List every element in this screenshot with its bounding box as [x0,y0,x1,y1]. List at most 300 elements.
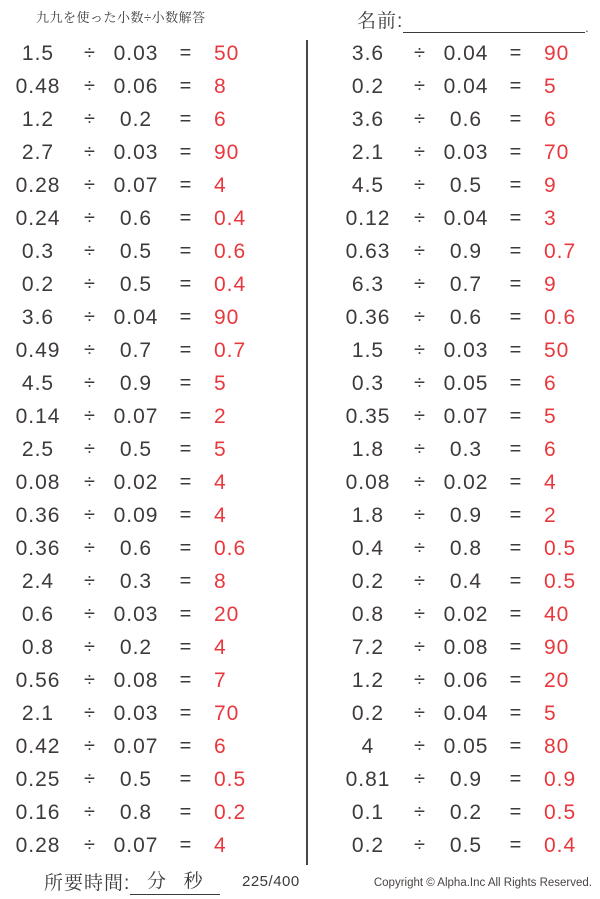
equals-sign: = [179,603,193,625]
problem-row [336,37,600,70]
equals-sign: = [179,75,193,97]
name-line-end: . [585,21,590,35]
divide-icon: ÷ [84,207,96,229]
seconds-label: 秒 [183,871,204,892]
equals-sign: = [509,537,523,559]
equals-sign: = [509,834,523,856]
problem-row [336,631,600,664]
problem-row [6,499,298,532]
dividend-value: 0.14 [15,404,61,428]
problem-row [6,70,298,103]
equals-sign: = [509,735,523,757]
equals-sign: = [179,471,193,493]
dividend-value: 0.2 [351,74,385,98]
problem-row [6,400,298,433]
equals-sign: = [509,702,523,724]
divisor-value: 0.08 [443,635,489,659]
dividend-value: 0.08 [345,470,391,494]
dividend-value: 0.8 [351,602,385,626]
equals-sign: = [509,75,523,97]
equals-sign: = [509,603,523,625]
divide-icon: ÷ [414,603,426,625]
divisor-value: 0.4 [449,569,483,593]
divide-icon: ÷ [414,339,426,361]
dividend-value: 6.3 [351,272,385,296]
problem-row [336,202,600,235]
dividend-value: 0.6 [21,602,55,626]
dividend-value: 1.8 [351,437,385,461]
divisor-value: 0.07 [113,404,159,428]
answer-value: 0.7 [544,239,577,263]
answer-value: 5 [214,437,227,461]
answer-value: 4 [214,173,227,197]
divide-icon: ÷ [414,42,426,64]
divide-icon: ÷ [84,471,96,493]
problem-row [6,103,298,136]
time-fill-line [130,866,220,895]
answer-value: 50 [544,338,570,362]
problem-row [6,730,298,763]
divide-icon: ÷ [84,405,96,427]
problem-row [336,598,600,631]
equals-sign: = [179,834,193,856]
answer-value: 40 [544,602,570,626]
problem-row [336,664,600,697]
problem-row [6,268,298,301]
divide-icon: ÷ [84,768,96,790]
answer-value: 6 [214,107,227,131]
dividend-value: 1.5 [21,41,55,65]
divide-icon: ÷ [414,669,426,691]
dividend-value: 0.2 [21,272,55,296]
divide-icon: ÷ [414,207,426,229]
divisor-value: 0.6 [449,305,483,329]
divisor-value: 0.7 [119,338,153,362]
equals-sign: = [179,669,193,691]
answer-value: 5 [544,701,557,725]
dividend-value: 0.63 [345,239,391,263]
dividend-value: 1.8 [351,503,385,527]
answer-value: 90 [214,305,240,329]
page-number: 225/400 [242,873,300,890]
divide-icon: ÷ [414,306,426,328]
divisor-value: 0.05 [443,371,489,395]
equals-sign: = [179,207,193,229]
divide-icon: ÷ [414,768,426,790]
equals-sign: = [179,273,193,295]
divide-icon: ÷ [414,702,426,724]
equals-sign: = [179,339,193,361]
dividend-value: 4 [361,734,375,758]
divide-icon: ÷ [414,471,426,493]
answer-value: 9 [544,173,557,197]
answer-value: 5 [544,404,557,428]
dividend-value: 1.5 [351,338,385,362]
equals-sign: = [509,306,523,328]
answer-value: 4 [214,470,227,494]
equals-sign: = [509,108,523,130]
answer-value: 20 [544,668,570,692]
dividend-value: 0.25 [15,767,61,791]
problem-row [6,763,298,796]
answer-value: 0.6 [214,536,247,560]
dividend-value: 0.2 [351,569,385,593]
divide-icon: ÷ [84,108,96,130]
divisor-value: 0.04 [443,74,489,98]
problem-row [336,136,600,169]
divide-icon: ÷ [414,735,426,757]
equals-sign: = [509,570,523,592]
dividend-value: 1.2 [351,668,385,692]
equals-sign: = [179,801,193,823]
answer-value: 70 [544,140,570,164]
problem-row [6,37,298,70]
dividend-value: 0.35 [345,404,391,428]
equals-sign: = [179,42,193,64]
divisor-value: 0.03 [443,338,489,362]
divisor-value: 0.9 [449,503,483,527]
divisor-value: 0.7 [449,272,483,296]
dividend-value: 2.5 [21,437,55,461]
problem-row [6,697,298,730]
dividend-value: 0.36 [15,536,61,560]
problem-row [336,532,600,565]
answer-value: 70 [214,701,240,725]
divide-icon: ÷ [414,141,426,163]
problem-row [6,433,298,466]
divide-icon: ÷ [414,108,426,130]
dividend-value: 7.2 [351,635,385,659]
problems-column-right [336,37,600,862]
divide-icon: ÷ [414,240,426,262]
dividend-value: 0.48 [15,74,61,98]
divide-icon: ÷ [84,834,96,856]
answer-value: 0.4 [214,272,247,296]
divide-icon: ÷ [414,438,426,460]
divide-icon: ÷ [84,570,96,592]
answer-value: 3 [544,206,557,230]
answer-value: 90 [544,41,570,65]
name-field [357,6,590,33]
divisor-value: 0.09 [113,503,159,527]
equals-sign: = [179,570,193,592]
dividend-value: 4.5 [351,173,385,197]
equals-sign: = [509,405,523,427]
name-label: 名前: [357,11,404,32]
divisor-value: 0.9 [449,239,483,263]
divisor-value: 0.04 [443,206,489,230]
problems-column-left [6,37,298,862]
divide-icon: ÷ [84,75,96,97]
divide-icon: ÷ [84,372,96,394]
problem-row [336,466,600,499]
problem-row [336,367,600,400]
answer-value: 80 [544,734,570,758]
equals-sign: = [179,108,193,130]
divisor-value: 0.03 [113,701,159,725]
divide-icon: ÷ [414,504,426,526]
problem-row [336,829,600,862]
elapsed-time-label: 所要時間: [44,873,131,894]
answer-value: 0.5 [544,800,577,824]
divisor-value: 0.6 [119,206,153,230]
answer-value: 0.9 [544,767,577,791]
divisor-value: 0.02 [113,470,159,494]
equals-sign: = [179,504,193,526]
dividend-value: 0.12 [345,206,391,230]
answer-value: 50 [214,41,240,65]
equals-sign: = [509,207,523,229]
divisor-value: 0.5 [119,272,153,296]
divide-icon: ÷ [84,735,96,757]
answer-value: 5 [544,74,557,98]
problem-row [6,235,298,268]
divisor-value: 0.5 [119,239,153,263]
divisor-value: 0.9 [449,767,483,791]
divisor-value: 0.03 [113,602,159,626]
answer-value: 5 [214,371,227,395]
problem-row [336,103,600,136]
divide-icon: ÷ [84,306,96,328]
problem-row [6,598,298,631]
problem-row [6,664,298,697]
divisor-value: 0.07 [443,404,489,428]
answer-value: 6 [544,107,557,131]
divisor-value: 0.06 [113,74,159,98]
column-divider-line [306,40,308,865]
problem-row [6,334,298,367]
dividend-value: 0.28 [15,173,61,197]
divisor-value: 0.2 [449,800,483,824]
divide-icon: ÷ [84,273,96,295]
dividend-value: 2.7 [21,140,55,164]
divide-icon: ÷ [84,669,96,691]
answer-value: 0.6 [214,239,247,263]
equals-sign: = [179,768,193,790]
problem-row [6,466,298,499]
answer-value: 4 [214,503,227,527]
divisor-value: 0.03 [443,140,489,164]
divide-icon: ÷ [414,174,426,196]
problem-row [336,235,600,268]
problem-row [336,763,600,796]
dividend-value: 0.81 [345,767,391,791]
dividend-value: 1.2 [21,107,55,131]
equals-sign: = [179,372,193,394]
divisor-value: 0.03 [113,41,159,65]
divisor-value: 0.5 [449,833,483,857]
divisor-value: 0.03 [113,140,159,164]
name-input-line [403,11,585,33]
dividend-value: 0.42 [15,734,61,758]
answer-value: 8 [214,74,227,98]
problem-row [6,367,298,400]
equals-sign: = [509,372,523,394]
equals-sign: = [509,504,523,526]
divisor-value: 0.8 [449,536,483,560]
problem-row [6,565,298,598]
problem-row [6,136,298,169]
divisor-value: 0.07 [113,734,159,758]
answer-value: 0.6 [544,305,577,329]
dividend-value: 0.28 [15,833,61,857]
divide-icon: ÷ [414,273,426,295]
answer-value: 8 [214,569,227,593]
problem-row [6,301,298,334]
divide-icon: ÷ [414,801,426,823]
divisor-value: 0.6 [449,107,483,131]
answer-value: 6 [544,371,557,395]
answer-value: 4 [214,635,227,659]
answer-value: 0.5 [544,536,577,560]
answer-value: 0.7 [214,338,247,362]
problem-row [336,400,600,433]
divisor-value: 0.5 [119,767,153,791]
answer-value: 0.5 [214,767,247,791]
problem-row [336,334,600,367]
divide-icon: ÷ [414,570,426,592]
equals-sign: = [179,735,193,757]
dividend-value: 3.6 [351,41,385,65]
answer-value: 7 [214,668,227,692]
equals-sign: = [509,438,523,460]
problem-row [336,70,600,103]
divide-icon: ÷ [84,240,96,262]
answer-value: 0.5 [544,569,577,593]
equals-sign: = [179,702,193,724]
problem-row [6,631,298,664]
equals-sign: = [509,636,523,658]
equals-sign: = [509,669,523,691]
dividend-value: 0.49 [15,338,61,362]
dividend-value: 2.1 [21,701,55,725]
divide-icon: ÷ [84,174,96,196]
divide-icon: ÷ [414,75,426,97]
divide-icon: ÷ [84,603,96,625]
divide-icon: ÷ [84,339,96,361]
equals-sign: = [509,240,523,262]
divide-icon: ÷ [414,405,426,427]
dividend-value: 0.56 [15,668,61,692]
equals-sign: = [179,405,193,427]
answer-value: 0.4 [214,206,247,230]
equals-sign: = [509,273,523,295]
divisor-value: 0.05 [443,734,489,758]
answer-value: 2 [544,503,557,527]
dividend-value: 0.36 [15,503,61,527]
problem-row [336,697,600,730]
answer-value: 0.2 [214,800,247,824]
divisor-value: 0.04 [443,701,489,725]
divide-icon: ÷ [84,537,96,559]
divisor-value: 0.04 [443,41,489,65]
divisor-value: 0.6 [119,536,153,560]
equals-sign: = [179,636,193,658]
divide-icon: ÷ [84,702,96,724]
divisor-value: 0.07 [113,833,159,857]
divisor-value: 0.9 [119,371,153,395]
dividend-value: 0.3 [351,371,385,395]
problem-row [6,532,298,565]
answer-value: 6 [544,437,557,461]
divisor-value: 0.8 [119,800,153,824]
equals-sign: = [509,471,523,493]
problem-row [336,301,600,334]
dividend-value: 2.1 [351,140,385,164]
answer-value: 6 [214,734,227,758]
copyright-text: Copyright © Alpha.Inc All Rights Reserved. [373,877,592,889]
dividend-value: 0.3 [21,239,55,263]
problem-row [336,565,600,598]
equals-sign: = [509,768,523,790]
equals-sign: = [179,438,193,460]
dividend-value: 0.2 [351,701,385,725]
divisor-value: 0.2 [119,635,153,659]
divisor-value: 0.2 [119,107,153,131]
equals-sign: = [509,801,523,823]
divisor-value: 0.07 [113,173,159,197]
problem-row [336,169,600,202]
divide-icon: ÷ [414,834,426,856]
problem-row [336,433,600,466]
problem-row [6,829,298,862]
page-title: 九九を使った小数÷小数解答 [36,10,206,25]
divide-icon: ÷ [84,636,96,658]
problem-row [336,730,600,763]
equals-sign: = [509,174,523,196]
problem-row [336,796,600,829]
divisor-value: 0.02 [443,602,489,626]
elapsed-time-field [44,866,220,895]
dividend-value: 0.4 [351,536,385,560]
dividend-value: 0.1 [351,800,385,824]
divide-icon: ÷ [414,636,426,658]
equals-sign: = [179,537,193,559]
equals-sign: = [179,141,193,163]
divisor-value: 0.02 [443,470,489,494]
divide-icon: ÷ [84,504,96,526]
divide-icon: ÷ [84,438,96,460]
dividend-value: 0.16 [15,800,61,824]
problem-row [336,499,600,532]
divide-icon: ÷ [414,537,426,559]
equals-sign: = [509,141,523,163]
problem-row [6,169,298,202]
equals-sign: = [179,306,193,328]
dividend-value: 0.24 [15,206,61,230]
answer-value: 9 [544,272,557,296]
problem-row [6,796,298,829]
answer-value: 20 [214,602,240,626]
divide-icon: ÷ [84,801,96,823]
equals-sign: = [509,42,523,64]
dividend-value: 0.2 [351,833,385,857]
dividend-value: 4.5 [21,371,55,395]
dividend-value: 0.08 [15,470,61,494]
dividend-value: 3.6 [21,305,55,329]
divisor-value: 0.06 [443,668,489,692]
equals-sign: = [509,339,523,361]
divisor-value: 0.5 [449,173,483,197]
divisor-value: 0.3 [119,569,153,593]
dividend-value: 3.6 [351,107,385,131]
dividend-value: 0.36 [345,305,391,329]
answer-value: 4 [544,470,557,494]
minutes-label: 分 [146,871,167,892]
divide-icon: ÷ [414,372,426,394]
answer-value: 90 [544,635,570,659]
dividend-value: 0.8 [21,635,55,659]
